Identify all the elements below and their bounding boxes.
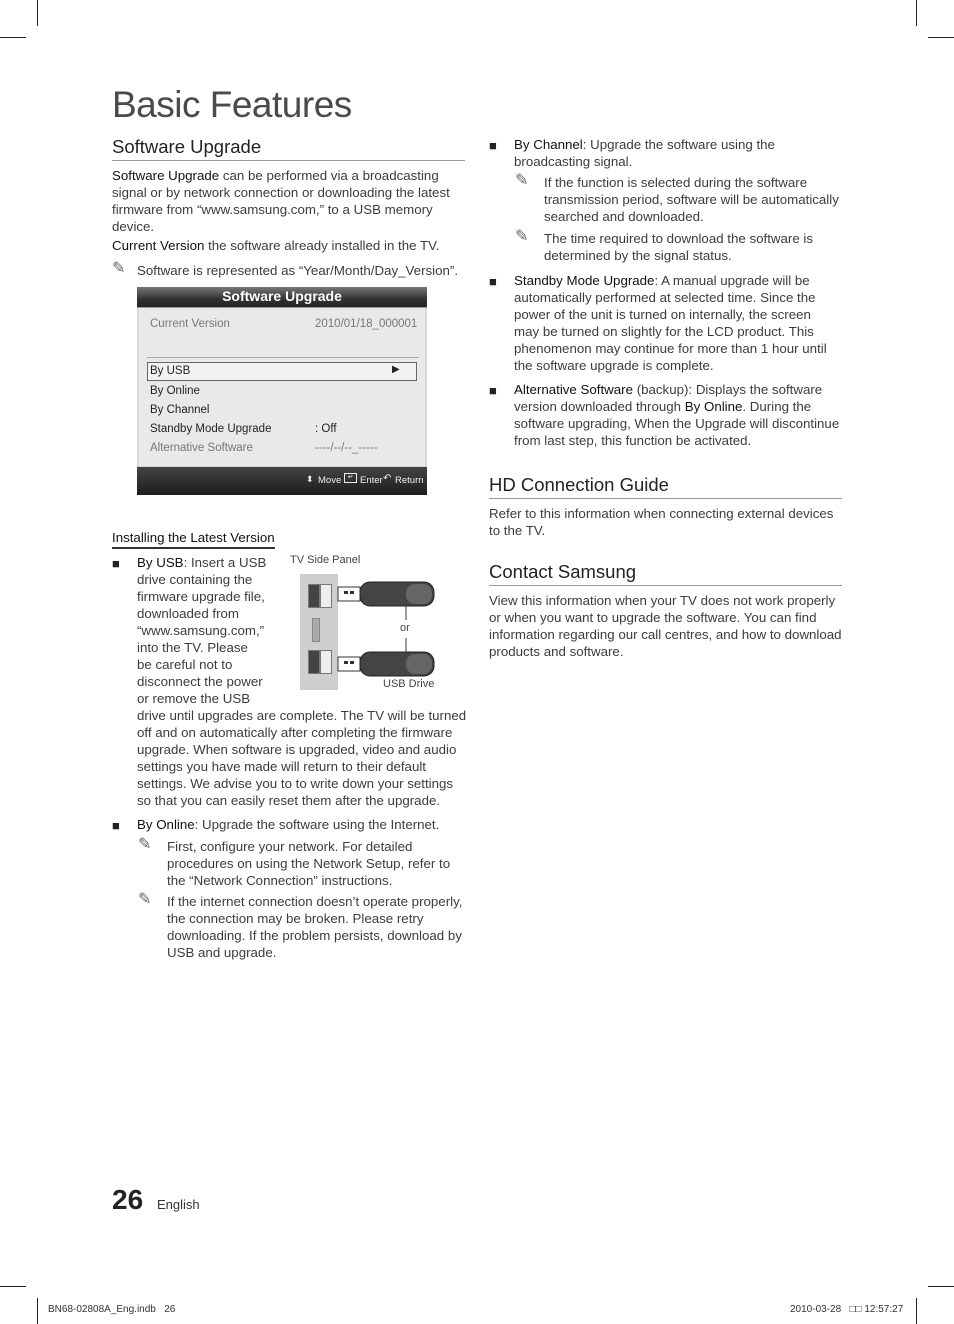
text-line: settings. We advise you to to write down your settings (137, 776, 454, 791)
text-line: : A manual upgrade will be (654, 273, 810, 288)
alternative-software-text (514, 381, 844, 449)
text-line: automatically performed at selected time. Since the (514, 290, 816, 305)
text-line: the connection may be broken. Please retry (167, 911, 424, 926)
play-arrow-icon: ▶ (392, 364, 400, 375)
move-label: Move (318, 475, 342, 486)
note-pencil-icon: ✎ (138, 836, 152, 853)
language-label: English (157, 1197, 200, 1212)
page-number: 26 (112, 1184, 144, 1215)
standby-mode-text (514, 272, 844, 374)
intro-text: firmware from “www.samsung.com,” to a USB memory (112, 202, 433, 217)
usb-drive-icon (338, 582, 434, 606)
text-line: phenomenon may continue for more than 1 hour until (514, 341, 827, 356)
current-version-text (112, 237, 472, 254)
or-label: or (400, 622, 410, 634)
menu-item-by-online[interactable]: By Online (150, 385, 200, 397)
usb-port-icon (320, 584, 332, 608)
bullet-square-icon: ■ (489, 138, 497, 153)
hdmi-port-icon (312, 618, 320, 642)
text-line: USB and upgrade. (167, 945, 277, 960)
current-version-rest: the software already installed in the TV. (204, 238, 440, 253)
text-line: downloading. If the problem persists, download by (167, 928, 462, 943)
intro-text: can be performed via a broadcasting (219, 168, 439, 183)
crop-mark (916, 0, 917, 26)
by-channel-text (514, 136, 844, 170)
text-line: broadcasting signal. (514, 154, 633, 169)
text-line: (backup): Displays the software (633, 382, 823, 397)
hd-connection-guide-heading: HD Connection Guide (489, 474, 842, 499)
text-line: off and on automatically after completing the firmware (137, 725, 453, 740)
text-line: transmission period, software will be automatically (544, 192, 839, 207)
contact-samsung-text (489, 592, 844, 660)
intro-text: signal or by network connection or downloading the latest (112, 185, 450, 200)
note-pencil-icon: ✎ (138, 891, 152, 908)
crop-mark (0, 37, 26, 38)
text-line: searched and downloaded. (544, 209, 704, 224)
text-line: into the TV. Please (137, 640, 248, 655)
by-online-bold: By Online (684, 399, 743, 414)
by-usb-bold: By USB (137, 555, 184, 570)
crop-mark (916, 1298, 917, 1324)
text-line: downloaded from (137, 606, 240, 621)
enter-icon: ↵ (344, 473, 357, 483)
text-line: First, configure your network. For detailed (167, 839, 413, 854)
text-line: upgrade. When software is upgraded, video and audio (137, 742, 457, 757)
usb-port-icon (308, 584, 320, 608)
bullet-square-icon: ■ (112, 556, 120, 571)
text-line: or when you want to upgrade the software. You can find (489, 610, 817, 625)
bullet-square-icon: ■ (489, 274, 497, 289)
text-line: The time required to download the software is (544, 231, 814, 246)
menu-title: Software Upgrade (137, 287, 427, 308)
enter-label: Enter (360, 475, 383, 486)
alternative-bold: Alternative Software (514, 382, 633, 397)
by-channel-note-1 (544, 174, 844, 225)
print-file-info: BN68-02808A_Eng.indb 26 (48, 1304, 176, 1315)
crop-mark (928, 37, 954, 38)
text-line: information regarding our call centres, and how to download (489, 627, 842, 642)
text-line: If the function is selected during the software (544, 175, 808, 190)
return-label: Return (395, 475, 424, 486)
text-line: “www.samsung.com,” (137, 623, 265, 638)
usb-drive-icon (338, 652, 434, 676)
menu-divider (147, 357, 419, 358)
install-heading: Installing the Latest Version (112, 530, 275, 549)
tv-side-panel-label: TV Side Panel (290, 554, 361, 566)
menu-item-by-usb[interactable] (147, 362, 417, 381)
software-upgrade-heading: Software Upgrade (112, 136, 465, 161)
text-line: procedures on using the Network Setup, refer to (167, 856, 451, 871)
text-line: : Insert a USB (183, 555, 267, 570)
text-line: disconnect the power (137, 674, 263, 689)
text-line: the software upgrade is complete. (514, 358, 714, 373)
text-line: power of the unit is turned on internally, the screen (514, 307, 811, 322)
current-version-label: Current Version (150, 318, 230, 330)
bullet-square-icon: ■ (112, 818, 120, 833)
current-version-value: 2010/01/18_000001 (315, 318, 418, 330)
software-upgrade-menu (137, 287, 427, 495)
text-line: from last step, this function be activated. (514, 433, 752, 448)
text-line: . During the (742, 399, 812, 414)
menu-item-label: By USB (150, 365, 191, 377)
tv-side-panel (300, 574, 338, 690)
text-line: If the internet connection doesn’t operate properly, (167, 894, 463, 909)
page-title: Basic Features (112, 84, 352, 125)
text-line: so that you can easily reset them after the upgrade. (137, 793, 441, 808)
by-online-note-1 (167, 838, 467, 889)
intro-bold: Software Upgrade (112, 168, 220, 183)
by-online-bold: By Online (137, 817, 195, 832)
text-line: View this information when your TV does not work properly (489, 593, 836, 608)
crop-mark (928, 1286, 954, 1287)
usb-port-icon (308, 650, 320, 674)
current-version-bold: Current Version (112, 238, 205, 253)
text-line: drive until upgrades are complete. The TV will be turned (137, 708, 467, 723)
text-line: determined by the signal status. (544, 248, 732, 263)
return-icon: ↶ (383, 473, 392, 484)
text-line: : Upgrade the software using the (582, 137, 775, 152)
text-line: software upgrading, When the Upgrade will discontinue (514, 416, 840, 431)
crop-mark (37, 1298, 38, 1324)
menu-footer (137, 467, 427, 495)
software-version-note: Software is represented as “Year/Month/Day_Version”. (137, 263, 459, 278)
text-line: firmware upgrade file, (137, 589, 265, 604)
bullet-square-icon: ■ (489, 383, 497, 398)
note-pencil-icon: ✎ (112, 260, 126, 277)
menu-item-alternative-software[interactable]: Alternative Software (150, 442, 253, 454)
usb-port-icon (320, 650, 332, 674)
alternative-software-value: ----/--/--_----- (315, 442, 378, 454)
contact-samsung-heading: Contact Samsung (489, 561, 842, 586)
intro-text: device. (112, 219, 155, 234)
standby-mode-value: : Off (315, 423, 337, 435)
by-online-note-2 (167, 893, 467, 961)
print-date-info: 2010-03-28 □□ 12:57:27 (790, 1304, 904, 1315)
menu-body (139, 308, 425, 466)
text-line: Refer to this information when connecting external devices (489, 506, 834, 521)
text-line: be careful not to (137, 657, 233, 672)
crop-mark (0, 1286, 26, 1287)
text-line: version downloaded through (514, 399, 685, 414)
by-channel-note-2 (544, 230, 844, 264)
by-online-text (137, 816, 467, 833)
text-line: : Upgrade the software using the Internet. (194, 817, 440, 832)
hd-connection-guide-text (489, 505, 844, 539)
by-channel-bold: By Channel (514, 137, 583, 152)
crop-mark (37, 0, 38, 26)
standby-bold: Standby Mode Upgrade (514, 273, 655, 288)
note-pencil-icon: ✎ (515, 228, 529, 245)
text-line: products and software. (489, 644, 624, 659)
text-line: or remove the USB (137, 691, 251, 706)
note-pencil-icon: ✎ (515, 172, 529, 189)
usb-drive-diagram (336, 574, 446, 684)
usb-drive-label: USB Drive (383, 678, 435, 690)
menu-item-standby-mode-upgrade[interactable]: Standby Mode Upgrade (150, 423, 272, 435)
text-line: drive containing the (137, 572, 253, 587)
menu-item-by-channel[interactable]: By Channel (150, 404, 210, 416)
move-icon: ⬍ (306, 474, 314, 484)
software-upgrade-intro (112, 167, 472, 235)
text-line: the “Network Connection” instructions. (167, 873, 393, 888)
text-line: may be turned on slightly for the LCD product. This (514, 324, 814, 339)
text-line: settings you have made will return to their default (137, 759, 426, 774)
text-line: to the TV. (489, 523, 546, 538)
